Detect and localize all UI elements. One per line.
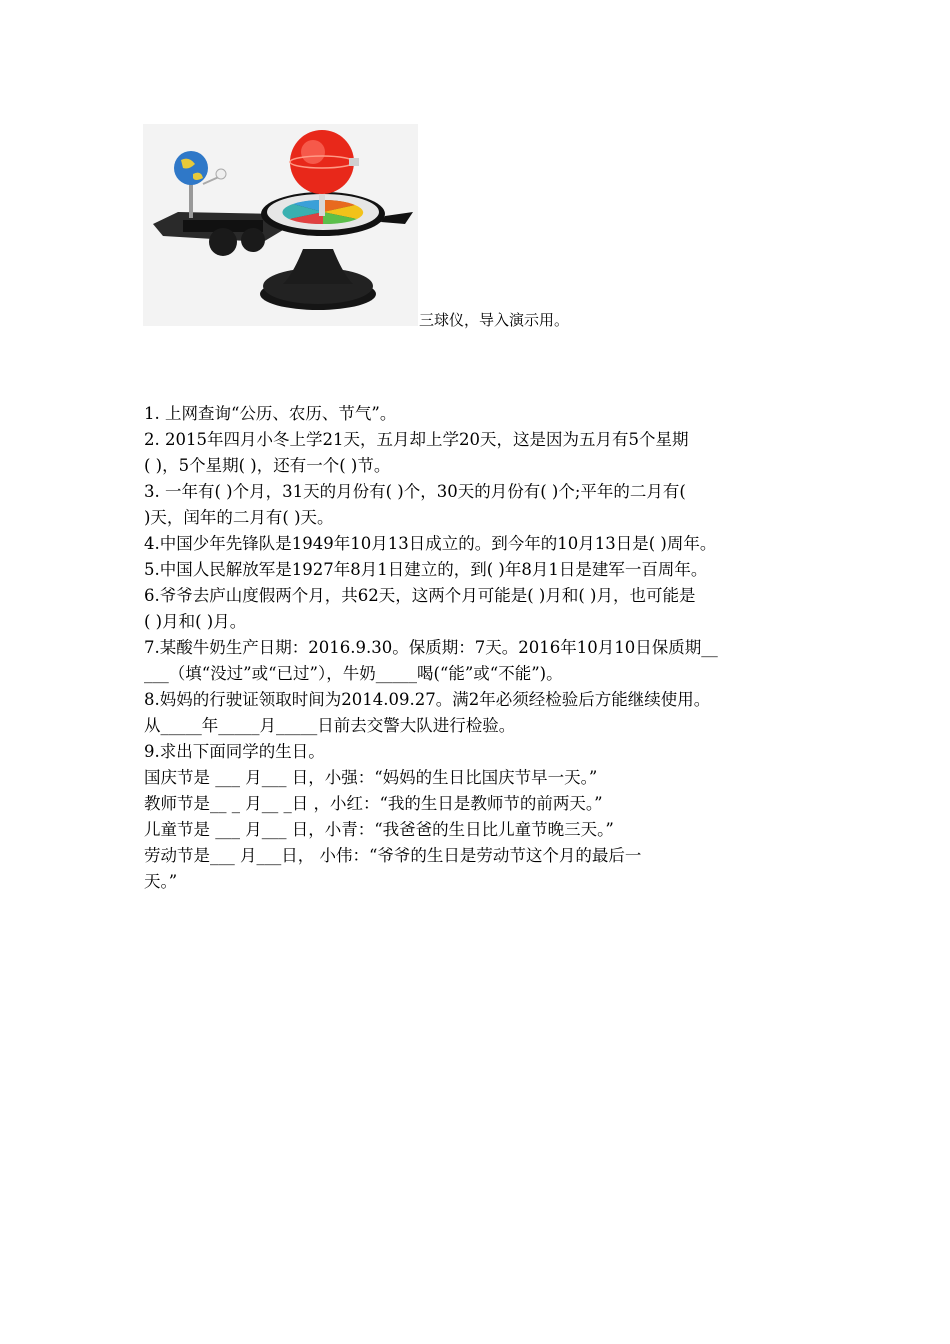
orrery-image [143, 124, 418, 326]
question-9-labour-day-line-2: 天。” [144, 872, 178, 891]
question-9-childrens-day: 儿童节是 ___ 月___ 日，小青：“我爸爸的生日比儿童节晚三天。” [144, 820, 614, 839]
image-caption: 三球仪，导入演示用。 [419, 311, 570, 329]
question-9-teachers-day: 教师节是__ _ 月__ _日 ，小红：“我的生日是教师节的前两天。” [144, 794, 603, 813]
question-7-line-1: 7.某酸牛奶生产日期：2016.9.30。保质期：7天。2016年10月10日保质期__ [144, 638, 718, 657]
question-3-line-1: 3. 一年有( )个月，31天的月份有( )个，30天的月份有( )个;平年的二月有( [144, 482, 686, 501]
question-9-title: 9.求出下面同学的生日。 [144, 742, 325, 761]
question-2-line-1: 2. 2015年四月小冬上学21天，五月却上学20天，这是因为五月有5个星期 [144, 430, 689, 449]
question-6-line-1: 6.爷爷去庐山度假两个月，共62天，这两个月可能是( )月和( )月，也可能是 [144, 586, 696, 605]
question-7-line-2: ___（填“没过”或“已过”），牛奶_____喝(“能”或“不能”)。 [144, 664, 563, 683]
exercise-list [144, 401, 814, 895]
question-6-line-2: ( )月和( )月。 [144, 612, 247, 631]
question-4: 4.中国少年先锋队是1949年10月13日成立的。到今年的10月13日是( )周年。 [144, 534, 717, 553]
question-5: 5.中国人民解放军是1927年8月1日建立的，到( )年8月1日是建军一百周年。 [144, 560, 708, 579]
question-2-line-2: ( )，5个星期( )，还有一个( )节。 [144, 456, 391, 475]
question-9-national-day: 国庆节是 ___ 月___ 日，小强：“妈妈的生日比国庆节早一天。” [144, 768, 598, 787]
question-8-line-2: 从_____年_____月_____日前去交警大队进行检验。 [144, 716, 516, 735]
question-3-line-2: )天，闰年的二月有( )天。 [144, 508, 334, 527]
question-9-labour-day-line-1: 劳动节是___ 月___日， 小伟：“爷爷的生日是劳动节这个月的最后一 [144, 846, 642, 865]
question-1: 1. 上网查询“公历、农历、节气”。 [144, 404, 397, 423]
question-8-line-1: 8.妈妈的行驶证领取时间为2014.09.27。满2年必须经检验后方能继续使用。 [144, 690, 711, 709]
